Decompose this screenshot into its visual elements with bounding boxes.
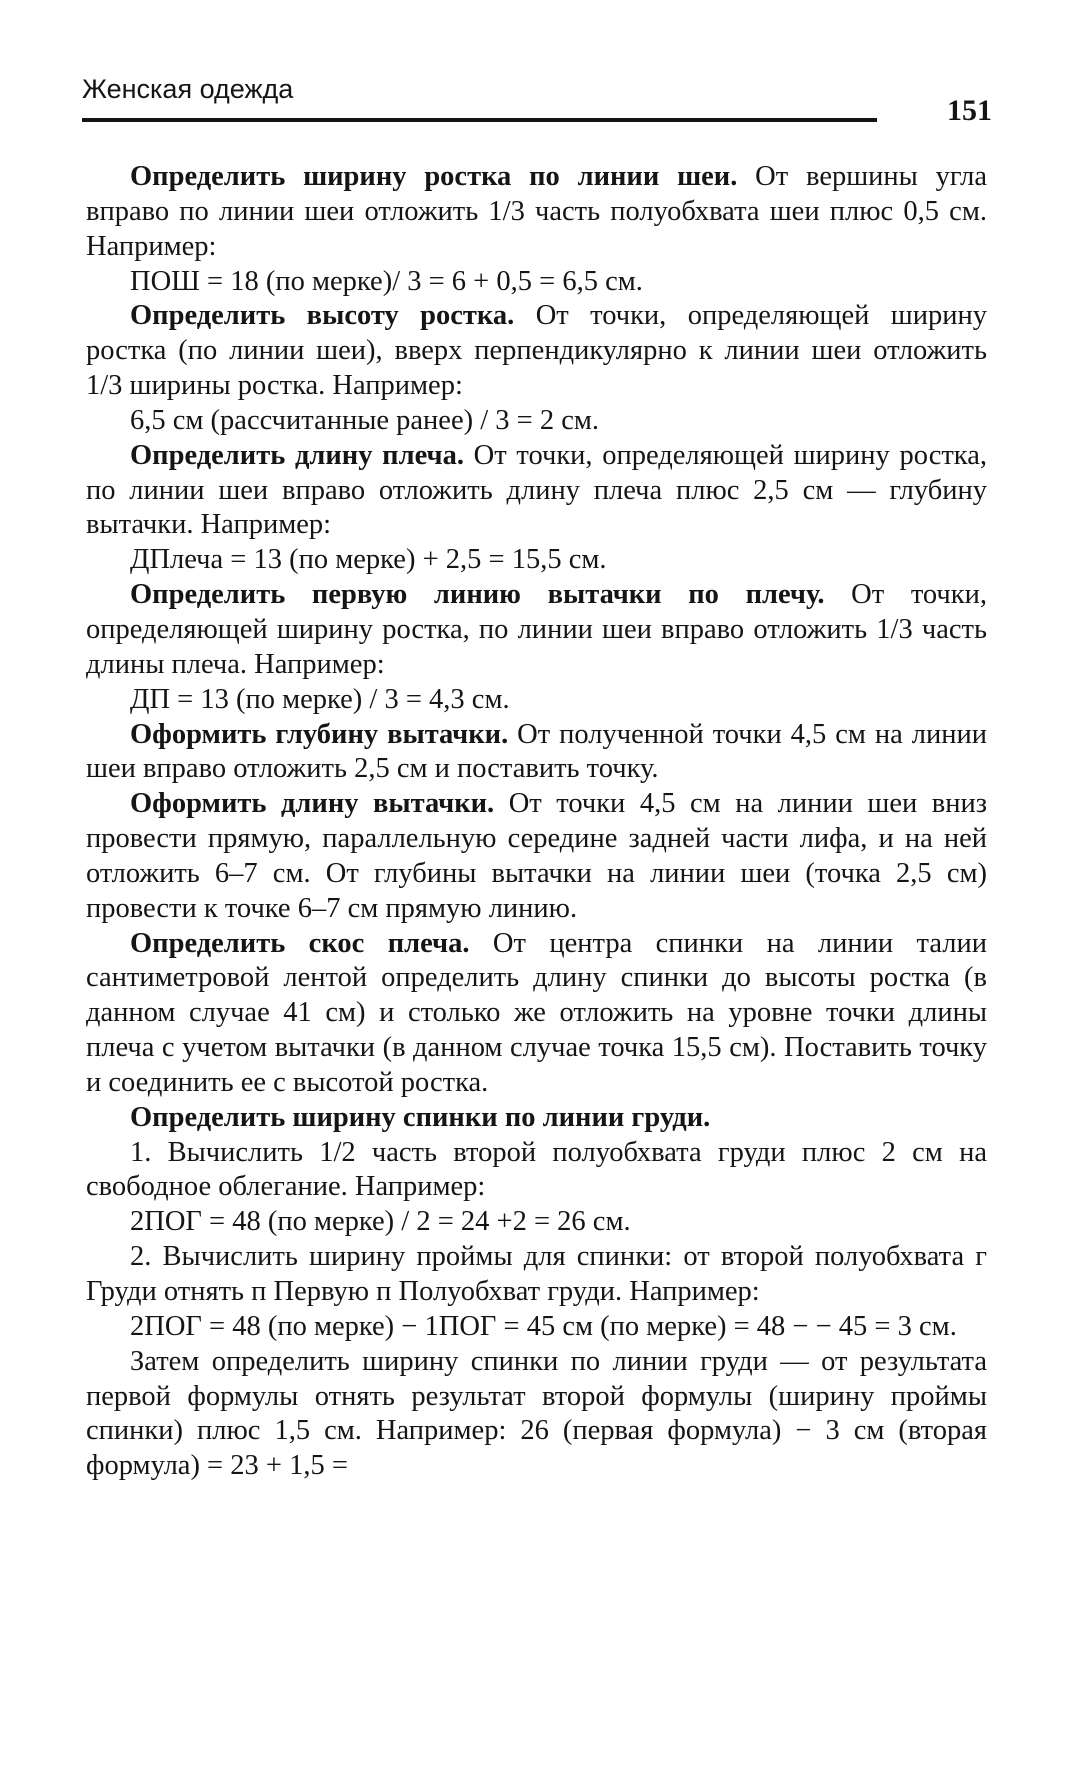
paragraph-heading: Определить ширину ростка по линии шеи. <box>130 161 738 192</box>
paragraph-text: 1. Вычислить 1/2 часть второй полуобхвата груди плюс 2 см на свободное облегание. Например: <box>86 1136 987 1203</box>
formula: ПОШ = 18 (по мерке)/ 3 = 6 + 0,5 = 6,5 см. <box>130 265 643 297</box>
formula: 2ПОГ = 48 (по мерке) − 1ПОГ = 45 см (по мерке) = 48 − − 45 = 3 см. <box>130 1310 957 1342</box>
paragraph <box>86 160 987 265</box>
paragraph-heading: Определить первую линию вытачки по плечу. <box>130 579 825 611</box>
formula: ДПлеча = 13 (по мерке) + 2,5 = 15,5 см. <box>130 544 607 576</box>
header-rule <box>82 118 877 122</box>
paragraph <box>86 439 987 544</box>
paragraph-text: От точки, определяющей ширину ростка, по линии шеи вправо отложить длину плеча плюс 2,5 см — глубину вытачки. Например: <box>86 439 987 541</box>
page-number: 151 <box>947 94 992 127</box>
paragraph <box>86 1345 987 1484</box>
paragraph-text: От центра спинки на линии талии сантиметровой лентой определить длину спинки до высоты ростка (в данном случае 41 см) и столько же отложить на уровне точки длины плеча с учетом вытачки (в данном случае точка 15,5 см). Поставить точку и соединить ее с высотой ростка. <box>86 927 987 1098</box>
paragraph-text: Затем определить ширину спинки по линии груди — от результата первой формулы отнять результат второй формулы (ширину проймы спинки) плюс 1,5 см. Например: 26 (первая формула) − 3 см (вторая формула) = 23 + 1,5 = <box>86 1345 987 1482</box>
paragraph-text: От точки, определяющей ширину ростка, по линии шеи вправо отложить 1/3 часть длины плеча. Например: <box>86 579 987 680</box>
paragraph-heading: Определить длину плеча. <box>130 439 464 471</box>
paragraph <box>86 1101 987 1136</box>
paragraph-heading: Определить высоту ростка. <box>130 300 515 332</box>
paragraph <box>86 578 987 683</box>
paragraph <box>86 787 987 926</box>
paragraph <box>86 1240 987 1310</box>
paragraph <box>86 927 987 1101</box>
paragraph-text: 2. Вычислить ширину проймы для спинки: от второй полуобхвата г Груди отнять п Первую п Полуобхват груди. Например: <box>86 1241 987 1307</box>
paragraph-text: От точки, определяющей ширину ростка (по линии шеи), вверх перпендикулярно к линии шеи отложить 1/3 ширины ростка. Например: <box>86 300 987 402</box>
paragraph-heading: Оформить глубину вытачки. <box>130 718 509 750</box>
paragraph-text: От полученной точки 4,5 см на линии шеи вправо отложить 2,5 см и поставить точку. <box>86 718 987 785</box>
paragraph <box>86 1136 987 1206</box>
paragraph-text: От точки 4,5 см на линии шеи вниз провести прямую, параллельную середине задней части лифа, и на ней отложить 6–7 см. От глубины вытачки на линии шеи (точка 2,5 см) провести к точке 6–7 см прямую линию. <box>86 788 987 924</box>
paragraph-heading: Определить скос плеча. <box>130 927 470 959</box>
formula: 2ПОГ = 48 (по мерке) / 2 = 24 +2 = 26 см. <box>130 1206 631 1238</box>
body-text <box>86 160 987 1484</box>
formula: ДП = 13 (по мерке) / 3 = 4,3 см. <box>130 683 510 715</box>
paragraph-heading: Определить ширину спинки по линии груди. <box>130 1101 711 1133</box>
paragraph <box>86 299 987 404</box>
paragraph <box>86 718 987 788</box>
formula: 6,5 см (рассчитанные ранее) / 3 = 2 см. <box>130 404 600 436</box>
paragraph-text: От вершины угла вправо по линии шеи отложить 1/3 часть полуобхвата шеи плюс 0,5 см. Например: <box>86 161 987 262</box>
running-head: Женская одежда <box>82 74 294 104</box>
paragraph-heading: Оформить длину вытачки. <box>130 788 495 820</box>
